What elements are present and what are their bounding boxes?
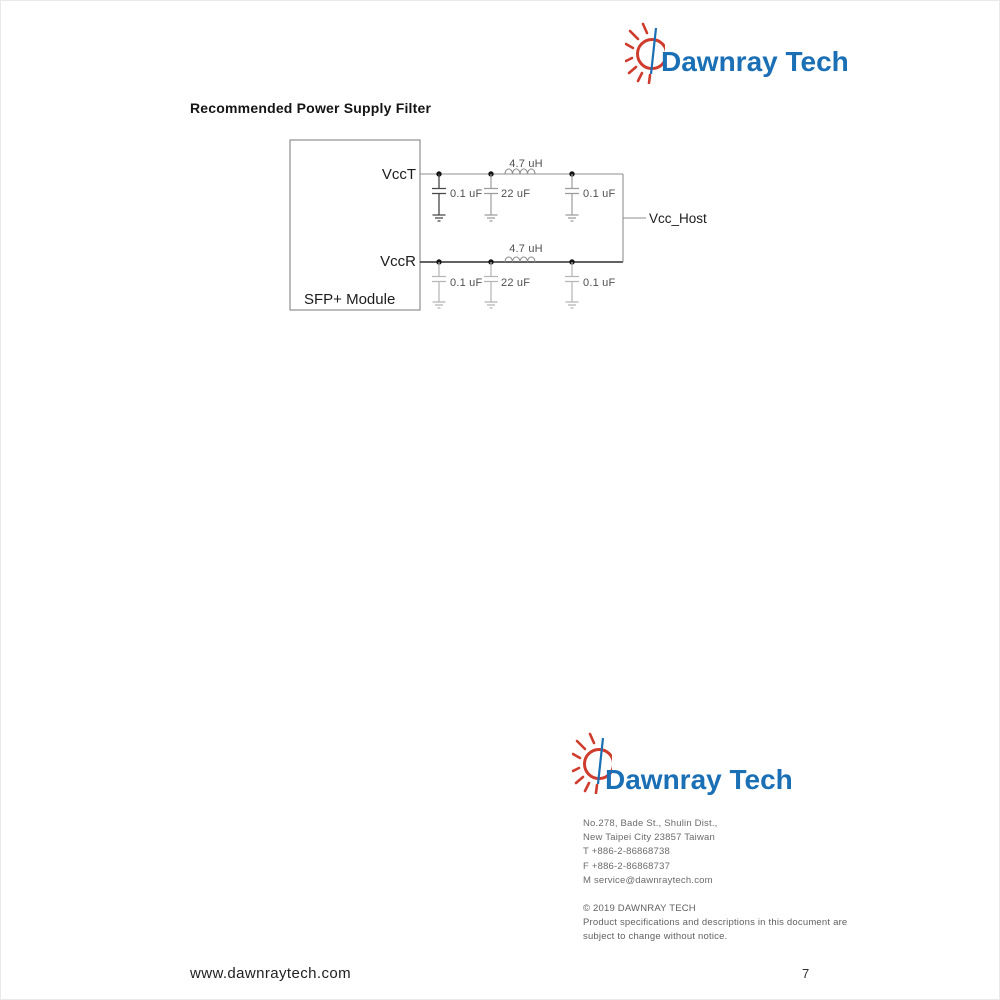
capacitor-icon [432, 174, 446, 221]
section-title: Recommended Power Supply Filter [190, 100, 432, 116]
inductor-value-bottom: 4.7 uH [509, 243, 543, 255]
page-number: 7 [802, 966, 810, 981]
cap-value: 0.1 uF [583, 188, 616, 200]
sfp-module-label: SFP+ Module [304, 291, 396, 308]
phone-line: T +886-2-86868738 [583, 846, 670, 858]
vccr-pin-label: VccR [380, 253, 416, 270]
inductor-value-top: 4.7 uH [509, 158, 543, 170]
contact-block [583, 817, 718, 888]
footer-website: www.dawnraytech.com [190, 965, 351, 982]
capacitor-icon [484, 174, 498, 221]
power-supply-filter-schematic [280, 130, 720, 320]
notice-line: Product specifications and descriptions in this document are [583, 917, 848, 929]
notice-line: subject to change without notice. [583, 931, 728, 943]
cap-value: 22 uF [501, 188, 531, 200]
capacitor-icon [432, 262, 446, 308]
legal-block [583, 902, 847, 945]
brand-logo-top [625, 20, 855, 86]
brand-name: Dawnray Tech [661, 46, 849, 77]
brand-logo-bottom [572, 730, 802, 796]
cap-value: 0.1 uF [583, 277, 616, 289]
address-line: New Taipei City 23857 Taiwan [583, 832, 715, 844]
vcc-host-label: Vcc_Host [649, 211, 707, 226]
cap-value: 0.1 uF [450, 188, 483, 200]
email-line: M service@dawnraytech.com [583, 874, 713, 886]
copyright-line: © 2019 DAWNRAY TECH [583, 903, 696, 914]
cap-value: 0.1 uF [450, 277, 483, 289]
capacitor-icon [484, 262, 498, 308]
capacitor-icon [565, 262, 579, 308]
brand-name: Dawnray Tech [605, 764, 793, 795]
capacitor-icon [565, 174, 579, 221]
vcct-pin-label: VccT [381, 166, 416, 183]
cap-value: 22 uF [501, 277, 531, 289]
sun-logo-icon [625, 20, 665, 84]
fax-line: F +886-2-86868737 [583, 860, 671, 872]
address-line: No.278, Bade St., Shulin Dist., [583, 818, 718, 829]
